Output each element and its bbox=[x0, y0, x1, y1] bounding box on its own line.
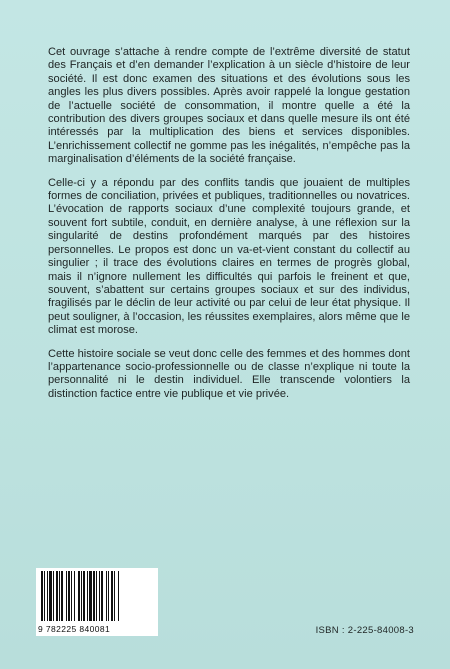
barcode-bar bbox=[93, 571, 95, 621]
barcode-bar bbox=[47, 571, 48, 621]
barcode-bar bbox=[108, 571, 109, 621]
barcode-bar bbox=[71, 571, 72, 621]
barcode-bar bbox=[96, 571, 97, 621]
barcode-bar bbox=[118, 571, 119, 621]
barcode-bar bbox=[111, 571, 113, 621]
barcode-bar bbox=[66, 571, 67, 621]
barcode-bar bbox=[78, 571, 80, 621]
barcode-bar bbox=[61, 571, 63, 621]
barcode-bar bbox=[89, 571, 92, 621]
barcode-bar bbox=[83, 571, 85, 621]
barcode bbox=[36, 568, 158, 636]
barcode-bar bbox=[59, 571, 60, 621]
isbn-label: ISBN : 2-225-84008-3 bbox=[315, 625, 414, 636]
barcode-bar bbox=[81, 571, 82, 621]
blurb-paragraph-2: Celle-ci y a répondu par des conflits tandis que jouaient de multiples formes de conciliation, privées et publiques, traditionnelles ou novatrices. L’évocation de rapports sociaux d’une complexité toujours grande, et souvent fort subtile, conduit, en dernière analyse, à une réflexion sur la singularité de destins profondément marqués par des histoires personnelles. Le propos est donc un va-et-vient constant du collectif au singulier ; il trace des évolutions claires en termes de progrès global, mais il n’ignore nullement les difficultés qui parfois le freinent et que, souvent, s’abattent sur certains groupes sociaux et sur des individus, fragilisés par le déclin de leur activité ou par celui de leur état physique. Il peut souligner, à l’occasion, les réussites exemplaires, alors même que le climat est morose. bbox=[48, 176, 410, 337]
barcode-bar bbox=[87, 571, 88, 621]
blurb-text bbox=[48, 46, 410, 411]
barcode-bar bbox=[53, 571, 54, 621]
barcode-bar bbox=[41, 571, 43, 621]
barcode-bars bbox=[40, 571, 154, 621]
barcode-bar bbox=[74, 571, 75, 621]
barcode-bar bbox=[68, 571, 70, 621]
barcode-bar bbox=[49, 571, 52, 621]
barcode-bar bbox=[99, 571, 100, 621]
blurb-paragraph-3: Cette histoire sociale se veut donc celle des femmes et des hommes dont l’appartenance socio-professionnelle ou de classe n’explique ni toute la personnalité ni le destin individuel. Elle transcende volontiers la distinction factice entre vie publique et vie privée. bbox=[48, 347, 410, 400]
barcode-bar bbox=[101, 571, 103, 621]
blurb-paragraph-1: Cet ouvrage s’attache à rendre compte de l’extrême diversité de statut des Français et d’en demander l’explication à un siècle d’histoire de leur société. Il est donc examen des situations et des évolutions sous les angles les plus divers possibles. Après avoir rappelé la longue gestation de l’actuelle société de consommation, il montre quelle a été la contribution des divers groupes sociaux et dans quelle mesure ils ont été intéressés par la multiplication des biens et services disponibles. L’enrichissement collectif ne gomme pas les inégalités, n’empêche pas la marginalisation d’éléments de la société française. bbox=[48, 46, 410, 166]
barcode-bar bbox=[106, 571, 107, 621]
barcode-bar bbox=[114, 571, 115, 621]
barcode-bar bbox=[44, 571, 45, 621]
barcode-digits: 9 782225 840081 bbox=[38, 624, 111, 634]
barcode-bar bbox=[56, 571, 58, 621]
